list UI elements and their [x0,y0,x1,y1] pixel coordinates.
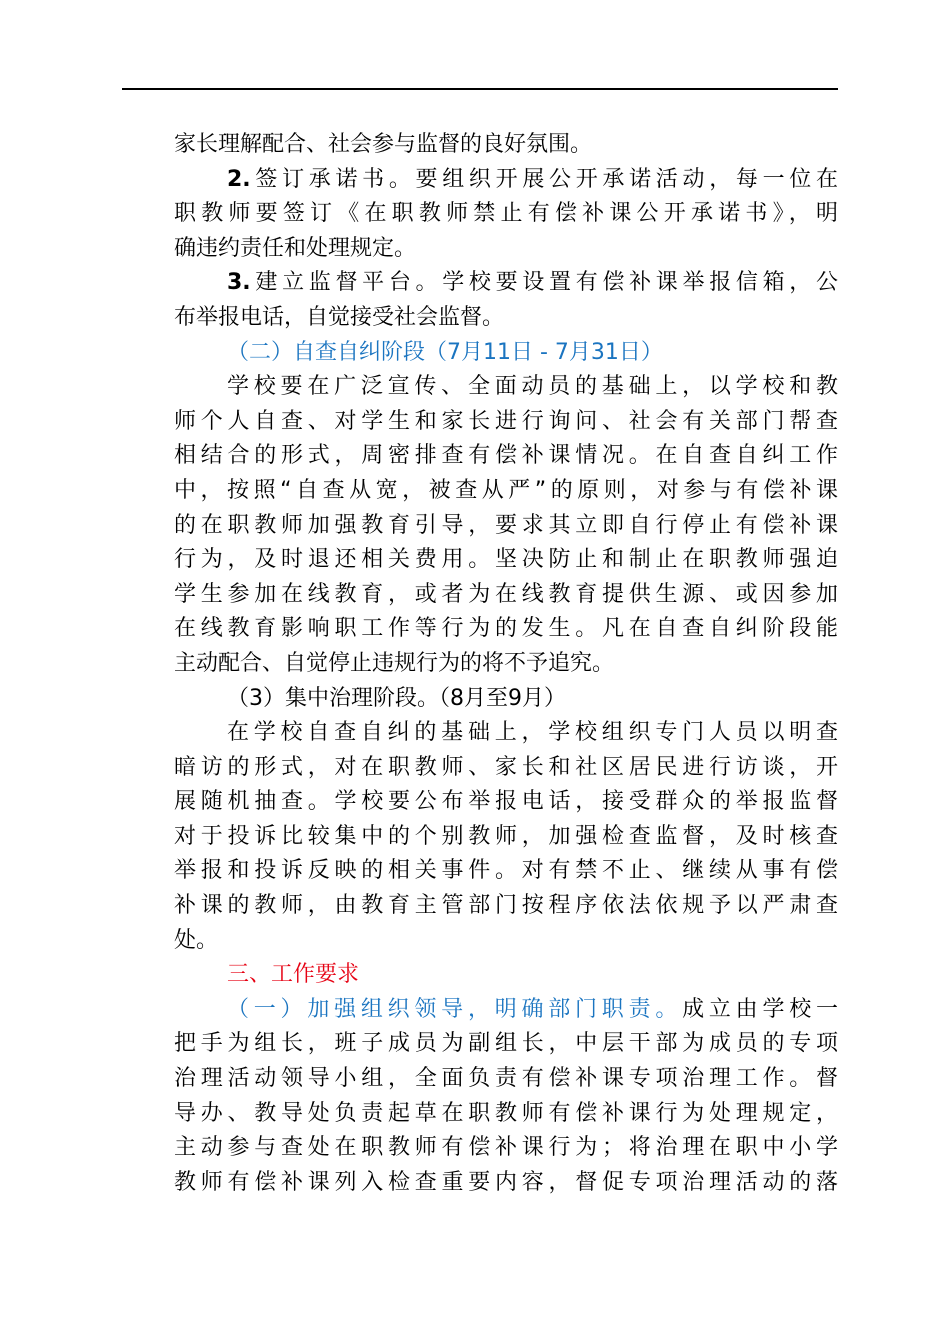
paragraph-line: 主动参与查处在职教师有偿补课行为；将治理在职中小学 [174,1135,838,1161]
paragraph-line: 的在职教师加强教育引导，要求其立即自行停止有偿补课 [174,512,838,538]
paragraph-line: 处。 [174,927,219,953]
paragraph-line [174,266,838,301]
paragraph-line: 在线教育影响职工作等行为的发生。凡在自查自纠阶段能 [174,616,838,642]
subsection-heading-leadership: （一）加强组织领导，明确部门职责。 [227,996,683,1022]
section-heading-work-requirements: 三、工作要求 [227,962,360,988]
paragraph-line: 主动配合、自觉停止违规行为的将不予追究。 [174,650,615,676]
section-heading-self-check: （二）自查自纠阶段（7月11日 - 7月31日） [227,339,663,365]
paragraph-line: 导办、教导处负责起草在职教师有偿补课行为处理规定， [174,1100,838,1126]
paragraph-line: 家长理解配合、社会参与监督的良好氛围。 [174,132,593,157]
item-number: 3. [227,270,251,296]
paragraph-line: 在学校自查自纠的基础上，学校组织专门人员以明查 [227,720,838,746]
paragraph-line: 对于投诉比较集中的个别教师，加强检查监督，及时核查 [174,823,838,849]
header-rule [122,88,838,90]
paragraph-line: 师个人自查、对学生和家长进行询问、社会有关部门帮查 [174,408,838,434]
paragraph-line: 展随机抽查。学校要公布举报电话，接受群众的举报监督 [174,789,838,815]
paragraph-line: 补课的教师，由教育主管部门按程序依法依规予以严肃查 [174,893,838,919]
paragraph-line: 中，按照“自查从宽，被查从严”的原则，对参与有偿补课 [174,477,838,503]
section-heading-centralized: （3）集中治理阶段。（8月至9月） [227,685,566,711]
paragraph-line: 学生参加在线教育，或者为在线教育提供生源、或因参加 [174,581,838,607]
paragraph-line: 教师有偿补课列入检查重要内容，督促专项治理活动的落 [174,1169,838,1195]
document-body [174,128,838,1200]
paragraph-line: 举报和投诉反映的相关事件。对有禁不止、继续从事有偿 [174,858,838,884]
paragraph-line: 确违约责任和处理规定。 [174,235,417,261]
paragraph-line: 学校要在广泛宣传、全面动员的基础上，以学校和教 [227,374,838,400]
line-text: 成立由学校一 [682,996,838,1022]
paragraph-line: 治理活动领导小组，全面负责有偿补课专项治理工作。督 [174,1066,838,1092]
paragraph-line: 把手为组长，班子成员为副组长，中层干部为成员的专项 [174,1031,838,1057]
paragraph-line [174,993,838,1028]
line-text: 建立监督平台。学校要设置有偿补课举报信箱，公 [250,270,838,296]
paragraph-line: 暗访的形式，对在职教师、家长和社区居民进行访谈，开 [174,754,838,780]
item-number: 2. [227,166,251,192]
paragraph-line [174,163,838,198]
paragraph-line: 行为，及时退还相关费用。坚决防止和制止在职教师强迫 [174,547,838,573]
paragraph-line: 职教师要签订《在职教师禁止有偿补课公开承诺书》，明 [174,201,838,227]
paragraph-line: 相结合的形式，周密排查有偿补课情况。在自查自纠工作 [174,443,838,469]
line-text: 签订承诺书。要组织开展公开承诺活动，每一位在 [250,166,838,192]
paragraph-line: 布举报电话，自觉接受社会监督。 [174,304,505,330]
